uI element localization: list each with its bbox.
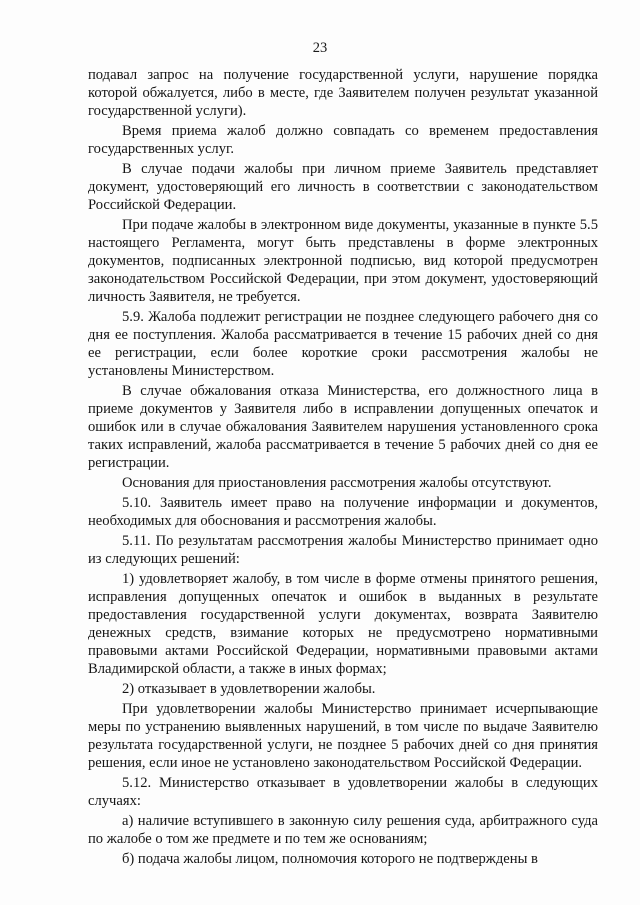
paragraph: 5.9. Жалоба подлежит регистрации не позднее следующего рабочего дня со дня ее поступления. Жалоба рассматривается в течение 15 рабочих дней со дня ее регистрации, если более короткие сроки рассмотрения жалобы не установлены Министерством. bbox=[88, 309, 598, 379]
page-number: 23 bbox=[312, 40, 328, 56]
paragraph: 5.11. По результатам рассмотрения жалобы Министерство принимает одно из следующих решений: bbox=[88, 533, 598, 567]
paragraph: При удовлетворении жалобы Министерство принимает исчерпывающие меры по устранению выявленных нарушений, в том числе по выдаче Заявителю результата государственной услуги, не позднее 5 рабочих дней со дня принятия решения, если иное не установлено законодательством Российской Федерации. bbox=[88, 701, 598, 771]
paragraph: 5.10. Заявитель имеет право на получение информации и документов, необходимых для обоснования и рассмотрения жалобы. bbox=[88, 495, 598, 529]
paragraph: При подаче жалобы в электронном виде документы, указанные в пункте 5.5 настоящего Регламента, могут быть представлены в форме электронных документов, подписанных электронной подписью, вид которой предусмотрен законодательством Российской Федерации, при этом документ, удостоверяющий личность Заявителя, не требуется. bbox=[88, 217, 598, 305]
paragraph: 5.12. Министерство отказывает в удовлетворении жалобы в следующих случаях: bbox=[88, 775, 598, 809]
list-item: 2) отказывает в удовлетворении жалобы. bbox=[122, 681, 376, 697]
list-item: б) подача жалобы лицом, полномочия которого не подтверждены в bbox=[122, 851, 538, 867]
paragraph: В случае подачи жалобы при личном приеме Заявитель представляет документ, удостоверяющий его личность в соответствии с законодательством Российской Федерации. bbox=[88, 161, 598, 213]
list-item: а) наличие вступившего в законную силу решения суда, арбитражного суда по жалобе о том же предмете и по тем же основаниям; bbox=[88, 813, 598, 847]
paragraph: подавал запрос на получение государственной услуги, нарушение порядка которой обжалуется, либо в месте, где Заявителем получен результат указанной государственной услуги). bbox=[88, 67, 598, 119]
list-item: 1) удовлетворяет жалобу, в том числе в форме отмены принятого решения, исправления допущенных опечаток и ошибок в выданных в результате предоставления государственной услуги документах, возврата Заявителю денежных средств, взимание которых не предусмотрено нормативными правовыми актами Российской Федерации, нормативными правовыми актами Владимирской области, а также в иных формах; bbox=[88, 571, 598, 677]
paragraph: Время приема жалоб должно совпадать со временем предоставления государственных услуг. bbox=[88, 123, 598, 157]
document-body bbox=[88, 66, 598, 870]
paragraph: Основания для приостановления рассмотрения жалобы отсутствуют. bbox=[122, 475, 552, 491]
paragraph: В случае обжалования отказа Министерства, его должностного лица в приеме документов у Заявителя либо в исправлении допущенных опечаток и ошибок или в случае обжалования Заявителем нарушения установленного срока таких исправлений, жалоба рассматривается в течение 5 рабочих дней со дня ее регистрации. bbox=[88, 383, 598, 471]
